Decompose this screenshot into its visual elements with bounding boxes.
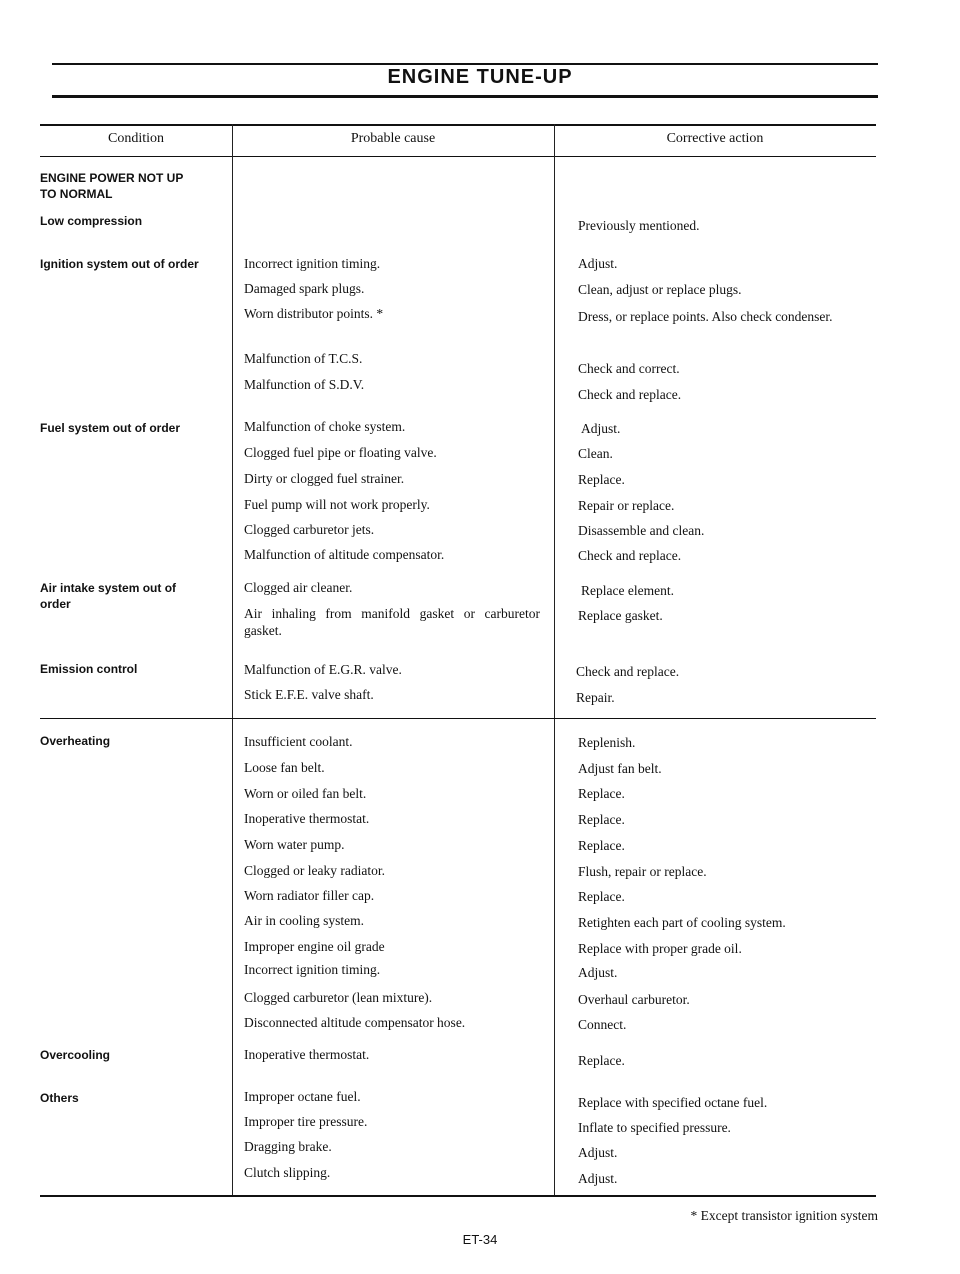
action-item: Flush, repair or replace. [578,864,707,879]
column-header-cause: Probable cause [350,131,436,146]
condition-emission: Emission control [40,662,138,676]
top-rule [52,63,878,65]
cause-item: Clogged air cleaner. [244,580,353,595]
cause-item: Insufficient coolant. [244,734,353,749]
condition-overheating: Overheating [40,734,111,748]
action-item: Adjust. [578,1171,618,1186]
action-item: Replace gasket. [578,608,663,623]
cause-item: Improper engine oil grade [244,939,385,954]
condition-ignition: Ignition system out of order [40,257,199,271]
cause-item: Improper tire pressure. [244,1114,368,1129]
action-item: Replace. [578,1053,625,1068]
cause-item: Stick E.F.E. valve shaft. [244,687,374,702]
action-item: Check and replace. [576,664,680,679]
cause-item: Damaged spark plugs. [244,281,365,296]
cause-item: Fuel pump will not work properly. [244,497,430,512]
cause-item: Malfunction of choke system. [244,419,406,434]
cause-item: Incorrect ignition timing. [244,256,381,271]
condition-fuel: Fuel system out of order [40,421,181,435]
column-divider-2 [554,124,555,1196]
action-item: Clean, adjust or replace plugs. [578,282,742,297]
cause-item: Incorrect ignition timing. [244,962,381,977]
action-item: Check and replace. [578,548,682,563]
action-item: Repair or replace. [578,498,675,513]
action-item: Replace. [578,786,625,801]
condition-power-not-normal: ENGINE POWER NOT UP TO NORMAL [40,171,184,201]
cause-item: Inoperative thermostat. [244,1047,370,1062]
action-item: Retighten each part of cooling system. [578,915,786,930]
table-bottom-rule [40,1195,876,1197]
action-item: Adjust fan belt. [578,761,662,776]
page-title: ENGINE TUNE-UP [387,66,573,88]
cause-item: Clogged fuel pipe or floating valve. [244,445,437,460]
action-item: Repair. [576,690,615,705]
action-item: Replace. [578,812,625,827]
action-item: Replace with proper grade oil. [578,941,742,956]
cause-item: Malfunction of S.D.V. [244,377,365,392]
condition-others: Others [40,1091,79,1105]
action-item: Adjust. [578,256,618,271]
footnote: * Except transistor ignition system [690,1208,878,1223]
action-item: Overhaul carburetor. [578,992,690,1007]
action-item: Adjust. [581,421,621,436]
action-item: Replace. [578,472,625,487]
action-item: Replace with specified octane fuel. [578,1095,768,1110]
header-rule [40,156,876,157]
cause-item: Clogged carburetor jets. [244,522,375,537]
action-item: Replace. [578,889,625,904]
column-divider-1 [232,124,233,1196]
action-item: Replace element. [581,583,674,598]
cause-item: Air inhaling from manifold gasket or carburetor gasket. [244,606,540,638]
action-item: Dress, or replace points. Also check condenser. [578,309,833,324]
action-item: Adjust. [578,1145,618,1160]
cause-item: Inoperative thermostat. [244,811,370,826]
cause-item: Clogged carburetor (lean mixture). [244,990,433,1005]
page-number: ET-34 [462,1232,498,1247]
condition-air-intake: Air intake system out of order [40,581,177,611]
cause-item: Clogged or leaky radiator. [244,863,385,878]
cause-item: Worn distributor points. * [244,306,384,321]
section-rule [40,718,876,719]
action-item: Previously mentioned. [578,218,700,233]
cause-item: Improper octane fuel. [244,1089,361,1104]
cause-item: Dirty or clogged fuel strainer. [244,471,405,486]
column-header-action: Corrective action [666,131,764,146]
condition-overcooling: Overcooling [40,1048,111,1062]
action-item: Clean. [578,446,613,461]
cause-item: Clutch slipping. [244,1165,331,1180]
action-item: Replenish. [578,735,636,750]
cause-item: Disconnected altitude compensator hose. [244,1015,466,1030]
condition-low-compression: Low compression [40,214,143,228]
action-item: Inflate to specified pressure. [578,1120,731,1135]
cause-item: Air in cooling system. [244,913,364,928]
cause-item: Malfunction of altitude compensator. [244,547,445,562]
column-header-condition: Condition [107,131,164,146]
cause-item: Malfunction of E.G.R. valve. [244,662,402,677]
action-item: Replace. [578,838,625,853]
action-item: Check and correct. [578,361,680,376]
action-item: Disassemble and clean. [578,523,705,538]
cause-item: Worn water pump. [244,837,345,852]
cause-item: Worn or oiled fan belt. [244,786,367,801]
action-item: Check and replace. [578,387,682,402]
cause-item: Malfunction of T.C.S. [244,351,363,366]
table-top-rule [40,124,876,126]
title-rule [52,95,878,98]
action-item: Connect. [578,1017,627,1032]
cause-item: Worn radiator filler cap. [244,888,375,903]
cause-item: Dragging brake. [244,1139,332,1154]
cause-item: Loose fan belt. [244,760,325,775]
action-item: Adjust. [578,965,618,980]
